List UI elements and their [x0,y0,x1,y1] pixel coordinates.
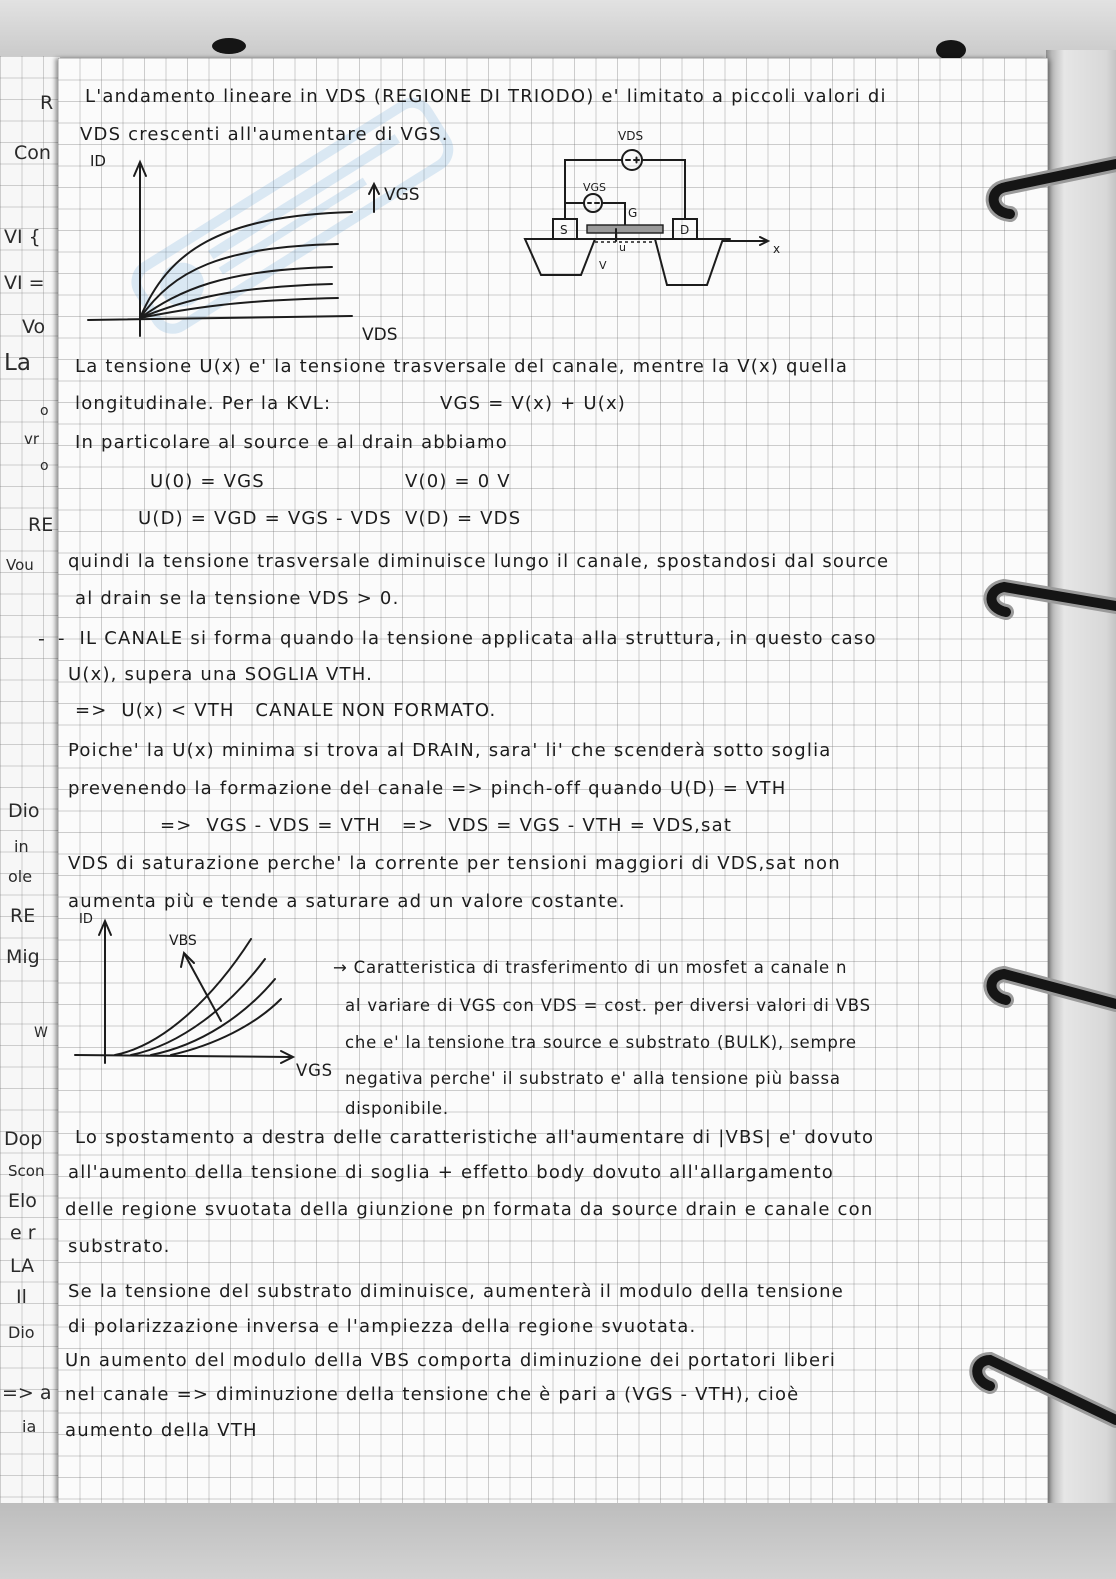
source-label: S [560,223,568,237]
caption-line: → Caratteristica di trasferimento di un mosfet a canale n [333,958,848,977]
margin-fragment: Mig [6,946,40,968]
margin-fragment: Dop [4,1128,43,1150]
body-line: => U(x) < VTH CANALE NON FORMATO. [75,700,497,721]
margin-fragment: La [4,350,31,376]
margin-fragment: - [38,628,45,650]
gate-label: G [628,206,638,220]
body-line: aumenta più e tende a saturare ad un valore costante. [68,891,626,912]
body-line: - IL CANALE si forma quando la tensione applicata alla struttura, in questo caso [58,628,877,649]
margin-fragment: o [40,458,49,474]
saturation-equation: => VGS - VDS = VTH => VDS = VGS - VTH = VDS,sat [160,815,733,836]
scanner-bottom-edge [0,1503,1116,1579]
margin-fragment: RE [28,514,54,536]
body-line: In particolare al source e al drain abbiamo [75,432,508,453]
margin-fragment: R [40,92,54,114]
transfer-characteristics-plot [65,905,305,1080]
body-line: nel canale => diminuzione della tensione che è pari a (VGS - VTH), cioè [65,1384,800,1405]
body-line: longitudinale. Per la KVL: [75,393,332,414]
vgs-source-label: VGS [583,181,607,194]
body-line: delle regione svuotata della giunzione pn formata da source drain e canale con [65,1199,874,1220]
drain-well [655,239,723,285]
margin-fragment: VI { [4,226,41,248]
margin-fragment: Dio [8,800,40,822]
y-axis-label: ID [90,152,106,170]
v-label: V [599,259,607,272]
margin-fragment: Con [14,142,51,164]
body-line: Poiche' la U(x) minima si trova al DRAIN, sara' li' che scenderà sotto soglia [68,740,832,761]
margin-fragment: Vou [6,556,34,574]
margin-fragment: RE [10,905,36,927]
body-line: Lo spostamento a destra delle caratteristiche all'aumentare di |VBS| e' dovuto [75,1127,875,1148]
margin-fragment: in [14,837,29,856]
x-axis-label: VDS [362,325,398,345]
margin-fragment: => a [2,1382,52,1404]
margin-fragment: Dio [8,1323,35,1342]
vds-source-label: VDS [618,129,644,143]
caption-line: che e' la tensione tra source e substrato (BULK), sempre [345,1033,857,1052]
margin-fragment: vr [24,430,40,448]
drain-label: D [680,223,690,237]
body-line: U(x), supera una SOGLIA VTH. [68,664,374,685]
margin-fragment: ia [22,1417,37,1436]
margin-fragment: Elo [8,1190,37,1212]
body-line: all'aumento della tensione di soglia + effetto body dovuto all'allargamento [68,1162,835,1183]
intro-line: L'andamento lineare in VDS (REGIONE DI TRIODO) e' limitato a piccoli valori di [85,86,887,107]
margin-fragment: LA [10,1255,35,1277]
kvl-equation: VGS = V(x) + U(x) [440,393,627,414]
body-line: prevenendo la formazione del canale => pinch-off quando U(D) = VTH [68,778,787,799]
curve-4 [171,999,281,1055]
margin-fragment: VI = [4,272,45,294]
param-label: VBS [169,933,197,949]
source-well [525,239,595,275]
caption-line: al variare di VGS con VDS = cost. per diversi valori di VBS [345,996,871,1015]
binding-hole-left [212,38,246,54]
intro-line: VDS crescenti all'aumentare di VGS. [80,124,449,145]
body-line: substrato. [68,1236,171,1257]
binder-ring-3 [991,974,1116,1004]
drain-wire [642,160,685,219]
body-line: quindi la tensione trasversale diminuisce lungo il canale, spostandosi dal source [68,551,890,572]
margin-fragment: W [34,1025,48,1041]
drain-u-equation: U(D) = VGD = VGS - VDS [138,508,392,529]
binder-ring-4 [977,1360,1116,1420]
gate-plate [587,225,663,233]
source-v-equation: V(0) = 0 V [405,471,511,492]
body-line: VDS di saturazione perche' la corrente per tensioni maggiori di VDS,sat non [68,853,841,874]
margin-fragment: ole [8,867,33,886]
margin-fragment: Vo [22,316,46,338]
u-label: u [619,241,626,254]
caption-line: disponibile. [345,1099,449,1118]
body-line: Se la tensione del substrato diminuisce, aumenterà il modulo della tensione [68,1281,845,1302]
param-label: VGS [384,185,420,205]
margin-fragment: Scon [8,1162,45,1180]
y-axis-label: ID [79,912,93,927]
margin-fragment: o [40,403,49,419]
mosfet-circuit-diagram [515,125,795,300]
body-line: di polarizzazione inversa e l'ampiezza della regione svuotata. [68,1316,697,1337]
body-line: La tensione U(x) e' la tensione trasversale del canale, mentre la V(x) quella [75,356,849,377]
x-axis-label: x [773,242,781,256]
drain-v-equation: V(D) = VDS [405,508,522,529]
transfer-x-axis-label: VGS [296,1061,333,1080]
body-line: aumento della VTH [65,1420,258,1441]
caption-line: negativa perche' il substrato e' alla tensione più bassa [345,1069,841,1088]
gate-wire [602,203,625,225]
source-u-equation: U(0) = VGS [150,471,265,492]
triode-characteristics-plot [80,150,420,350]
body-line: al drain se la tensione VDS > 0. [75,588,400,609]
x-axis [75,1055,291,1057]
x-axis [88,316,352,320]
margin-fragment: e r [10,1222,36,1244]
ring-binder [960,0,1116,1579]
body-line: Un aumento del modulo della VBS comporta diminuzione dei portatori liberi [65,1350,837,1371]
margin-fragment: Il [16,1286,27,1308]
